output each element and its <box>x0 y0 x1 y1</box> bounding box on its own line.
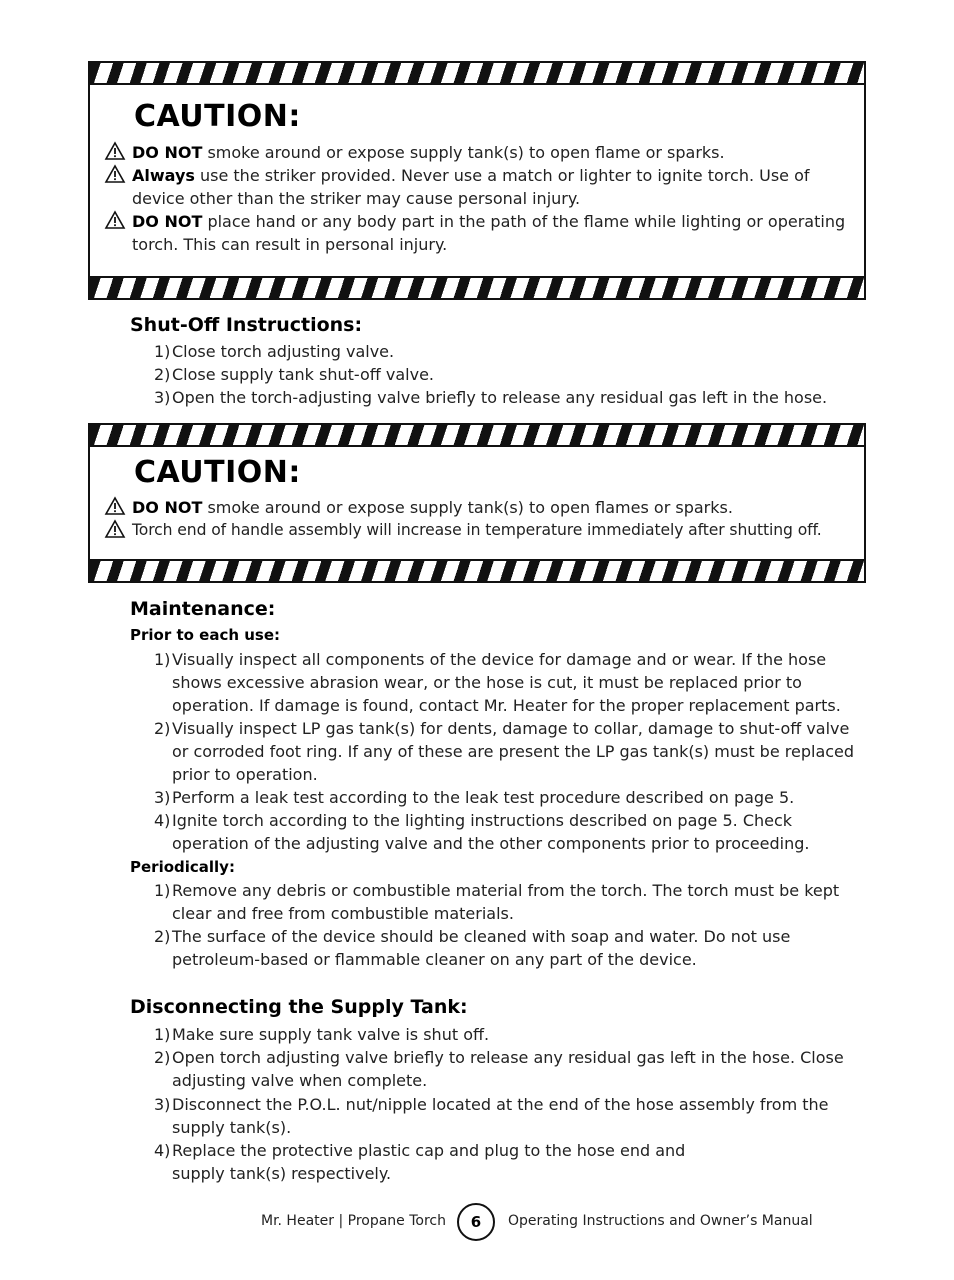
item-number: 2) <box>154 927 171 946</box>
hazard-stripe-top <box>90 423 864 447</box>
item-text: Ignite torch according to the lighting instructions described on page 5. Check operation of the adjusting valve and the other components prior to proceeding. <box>172 811 810 853</box>
list-item <box>154 809 864 855</box>
item-text: Replace the protective plastic cap and plug to the hose end and supply tank(s) respectively. <box>172 1141 686 1183</box>
warning-text: smoke around or expose supply tank(s) to open flame or sparks. <box>202 143 725 162</box>
list-item <box>154 1046 864 1092</box>
warning-text: Torch end of handle assembly will increase in temperature immediately after shutting off. <box>132 521 822 539</box>
item-number: 3) <box>154 788 171 807</box>
list-item <box>154 340 864 363</box>
item-text: Disconnect the P.O.L. nut/nipple located at the end of the hose assembly from the supply tank(s). <box>172 1095 829 1137</box>
item-text: Close torch adjusting valve. <box>172 342 395 361</box>
footer-brand: Mr. Heater | Propane Torch <box>260 1213 446 1229</box>
list-item <box>154 1139 704 1185</box>
disconnect-heading: Disconnecting the Supply Tank: <box>130 996 468 1018</box>
item-number: 2) <box>154 719 171 738</box>
item-number: 1) <box>154 650 171 669</box>
warning-triangle-icon <box>104 519 126 539</box>
warning-bold: DO NOT <box>132 143 203 162</box>
caution-box-1 <box>88 61 866 300</box>
list-item <box>154 648 864 717</box>
list-item <box>154 386 894 409</box>
warning-triangle-icon <box>104 496 126 516</box>
item-number: 4) <box>154 1141 171 1160</box>
warning-text: smoke around or expose supply tank(s) to open flames or sparks. <box>202 498 733 517</box>
list-item <box>154 925 864 971</box>
item-number: 4) <box>154 811 171 830</box>
caution-title: CAUTION: <box>134 455 301 490</box>
caution-box-2 <box>88 423 866 583</box>
item-number: 1) <box>154 1025 171 1044</box>
shutoff-heading: Shut-Off Instructions: <box>130 314 363 336</box>
warning-triangle-icon <box>104 164 126 184</box>
item-text: Visually inspect LP gas tank(s) for dents, damage to collar, damage to shut-off valve or corroded foot ring. If any of these are present the LP gas tank(s) must be replaced prior to operation. <box>172 719 855 784</box>
caution-title: CAUTION: <box>134 99 301 134</box>
item-text: Close supply tank shut-off valve. <box>172 365 435 384</box>
list-item <box>154 1023 864 1046</box>
hazard-stripe-bottom <box>90 559 864 583</box>
warning-text: use the striker provided. Never use a match or lighter to ignite torch. Use of device other than the striker may cause personal injury. <box>132 166 810 208</box>
warning-triangle-icon <box>104 141 126 161</box>
periodic-label: Periodically: <box>130 858 235 876</box>
list-item <box>154 1093 864 1139</box>
item-number: 2) <box>154 365 171 384</box>
item-number: 1) <box>154 342 171 361</box>
maintenance-heading: Maintenance: <box>130 598 276 620</box>
item-text: Perform a leak test according to the leak test procedure described on page 5. <box>172 788 795 807</box>
prior-label: Prior to each use: <box>130 626 281 644</box>
warning-text: place hand or any body part in the path of the flame while lighting or operating torch. This can result in personal injury. <box>132 212 846 254</box>
item-text: Make sure supply tank valve is shut off. <box>172 1025 490 1044</box>
warning-triangle-icon <box>104 210 126 230</box>
list-item <box>154 363 864 386</box>
warning-bold: DO NOT <box>132 212 203 231</box>
hazard-stripe-top <box>90 61 864 85</box>
item-text: The surface of the device should be cleaned with soap and water. Do not use petroleum-based or flammable cleaner on any part of the device. <box>172 927 791 969</box>
list-item <box>154 879 864 925</box>
item-text: Visually inspect all components of the device for damage and or wear. If the hose shows excessive abrasion wear, or the hose is cut, it must be replaced prior to operation. If damage is found, contact Mr. Heater for the proper replacement parts. <box>172 650 841 715</box>
item-text: Remove any debris or combustible material from the torch. The torch must be kept clear and free from combustible materials. <box>172 881 840 923</box>
item-number: 3) <box>154 1095 171 1114</box>
list-item <box>154 717 864 786</box>
page-number: 6 <box>457 1203 495 1241</box>
list-item <box>154 786 864 809</box>
item-text: Open the torch-adjusting valve briefly to release any residual gas left in the hose. <box>172 388 828 407</box>
footer-manual-title: Operating Instructions and Owner’s Manual <box>508 1213 813 1229</box>
item-number: 3) <box>154 388 171 407</box>
page-footer <box>0 1203 954 1243</box>
warning-bold: Always <box>132 166 195 185</box>
warning-bold: DO NOT <box>132 498 203 517</box>
item-number: 2) <box>154 1048 171 1067</box>
item-number: 1) <box>154 881 171 900</box>
item-text: Open torch adjusting valve briefly to release any residual gas left in the hose. Close adjusting valve when complete. <box>172 1048 844 1090</box>
hazard-stripe-bottom <box>90 276 864 300</box>
